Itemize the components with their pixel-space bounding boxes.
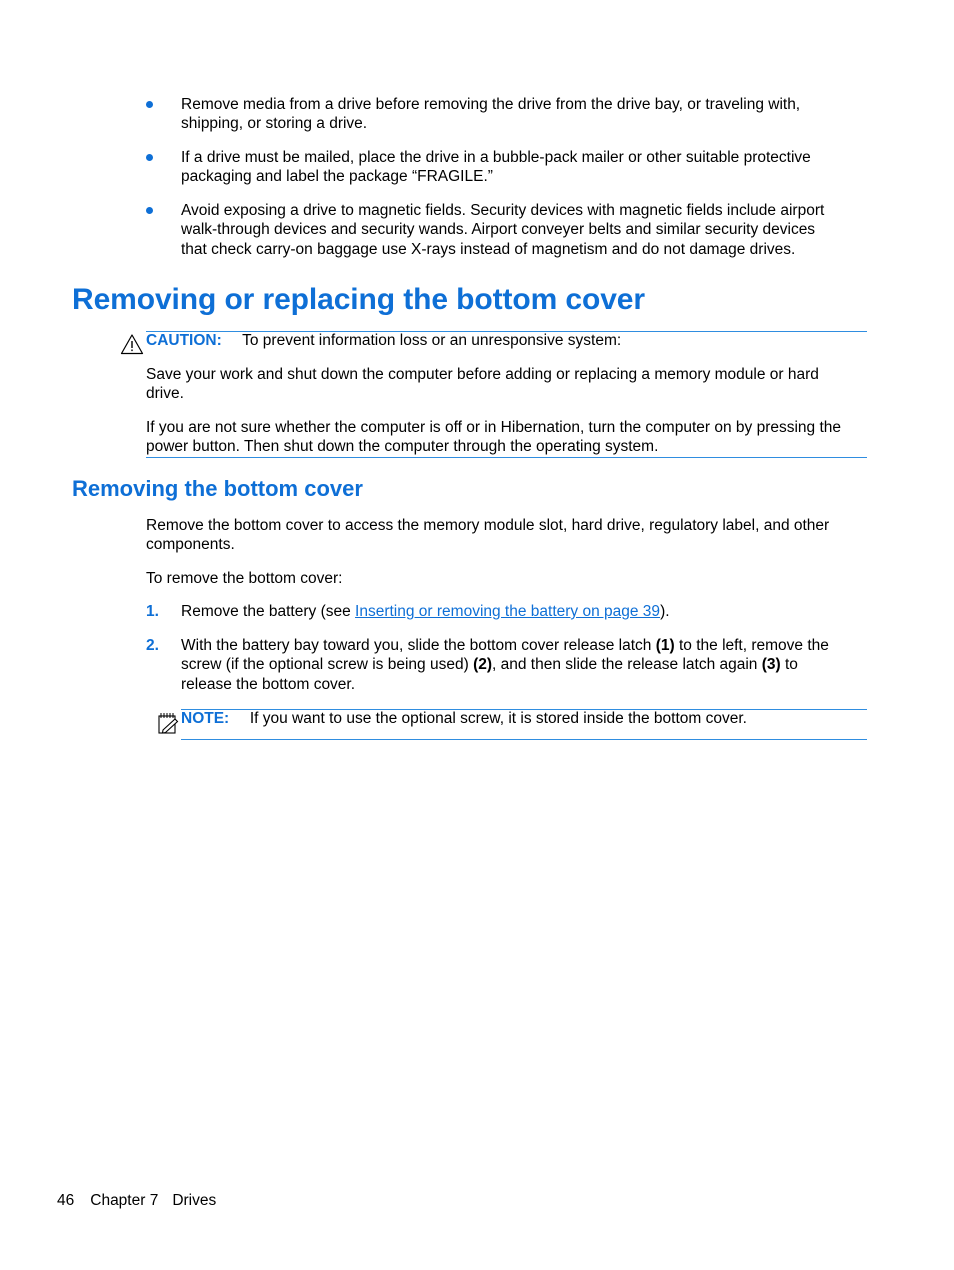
caution-paragraph-line: drive. (146, 385, 184, 403)
step-text-suffix: ). (660, 603, 670, 620)
step-text-part: screw (if the optional screw is being used) (181, 656, 474, 674)
note-label: NOTE: (181, 710, 230, 727)
step-text-line (181, 636, 871, 655)
bullet-icon (146, 207, 153, 214)
step-text-line: release the bottom cover. (181, 675, 356, 693)
step-text-part: With the battery bay toward you, slide the bottom cover release latch (181, 637, 656, 654)
bullet-item (181, 201, 867, 259)
page-number: 46 (57, 1192, 75, 1209)
note-pad-icon (157, 711, 179, 735)
step-text-line (181, 655, 871, 674)
step-text-part: to (780, 656, 798, 674)
note-bottom-rule (181, 739, 867, 740)
bullet-text-line: that check carry-on baggage use X-rays instead of magnetism and do not damage drives. (181, 240, 796, 258)
caution-line (146, 331, 621, 350)
note-line (181, 709, 747, 728)
step-text-part: , and then slide the release latch again (492, 656, 762, 674)
bullet-icon (146, 101, 153, 108)
bullet-text-line: packaging and label the package “FRAGILE.” (181, 168, 493, 186)
step-text (181, 636, 871, 694)
intro-line: components. (146, 536, 235, 554)
step-text-part: to the left, remove the (674, 637, 829, 654)
step-number: 2. (146, 637, 159, 654)
chapter-title: Drives (172, 1192, 217, 1209)
intro-line: Remove the bottom cover to access the memory module slot, hard drive, regulatory label, and other (146, 517, 830, 534)
intro-paragraph (146, 516, 867, 555)
caution-paragraph-line: Save your work and shut down the computer before adding or replacing a memory module or hard (146, 366, 819, 383)
step-text-prefix: Remove the battery (see (181, 603, 356, 620)
caution-paragraph-line: If you are not sure whether the computer is off or in Hibernation, turn the computer on by pressing the (146, 419, 842, 436)
procedure-lead: To remove the bottom cover: (146, 570, 343, 587)
caution-paragraph-line: power button. Then shut down the computer through the operating system. (146, 438, 659, 456)
section-heading: Removing or replacing the bottom cover (72, 283, 645, 316)
callout-3: (3) (761, 656, 781, 674)
warning-triangle-icon (120, 333, 144, 355)
note-text: If you want to use the optional screw, it is stored inside the bottom cover. (249, 710, 747, 727)
bullet-text-line: walk-through devices and security wands. Airport conveyer belts and similar security devices (181, 221, 816, 239)
caution-paragraph (146, 418, 871, 457)
page-footer (57, 1192, 232, 1210)
bullet-text-line: shipping, or storing a drive. (181, 115, 368, 133)
step-text (181, 602, 670, 621)
chapter-label: Chapter 7 (90, 1192, 159, 1209)
caution-label: CAUTION: (146, 332, 222, 349)
caution-text: To prevent information loss or an unresponsive system: (242, 332, 622, 349)
bullet-text-line: If a drive must be mailed, place the drive in a bubble-pack mailer or other suitable protective (181, 149, 811, 166)
subsection-heading: Removing the bottom cover (72, 476, 363, 501)
caution-paragraph (146, 365, 867, 404)
bullet-text-line: Avoid exposing a drive to magnetic fields. Security devices with magnetic fields include airport (181, 202, 825, 219)
callout-1: (1) (655, 637, 675, 654)
bullet-text-line: Remove media from a drive before removing the drive from the drive bay, or traveling with, (181, 96, 801, 113)
bullet-item (181, 148, 867, 187)
step-number: 1. (146, 603, 159, 620)
battery-page-link[interactable]: Inserting or removing the battery on page 39 (355, 603, 661, 620)
callout-2: (2) (473, 656, 493, 674)
caution-bottom-rule (146, 457, 867, 458)
bullet-icon (146, 154, 153, 161)
bullet-item (181, 95, 867, 134)
